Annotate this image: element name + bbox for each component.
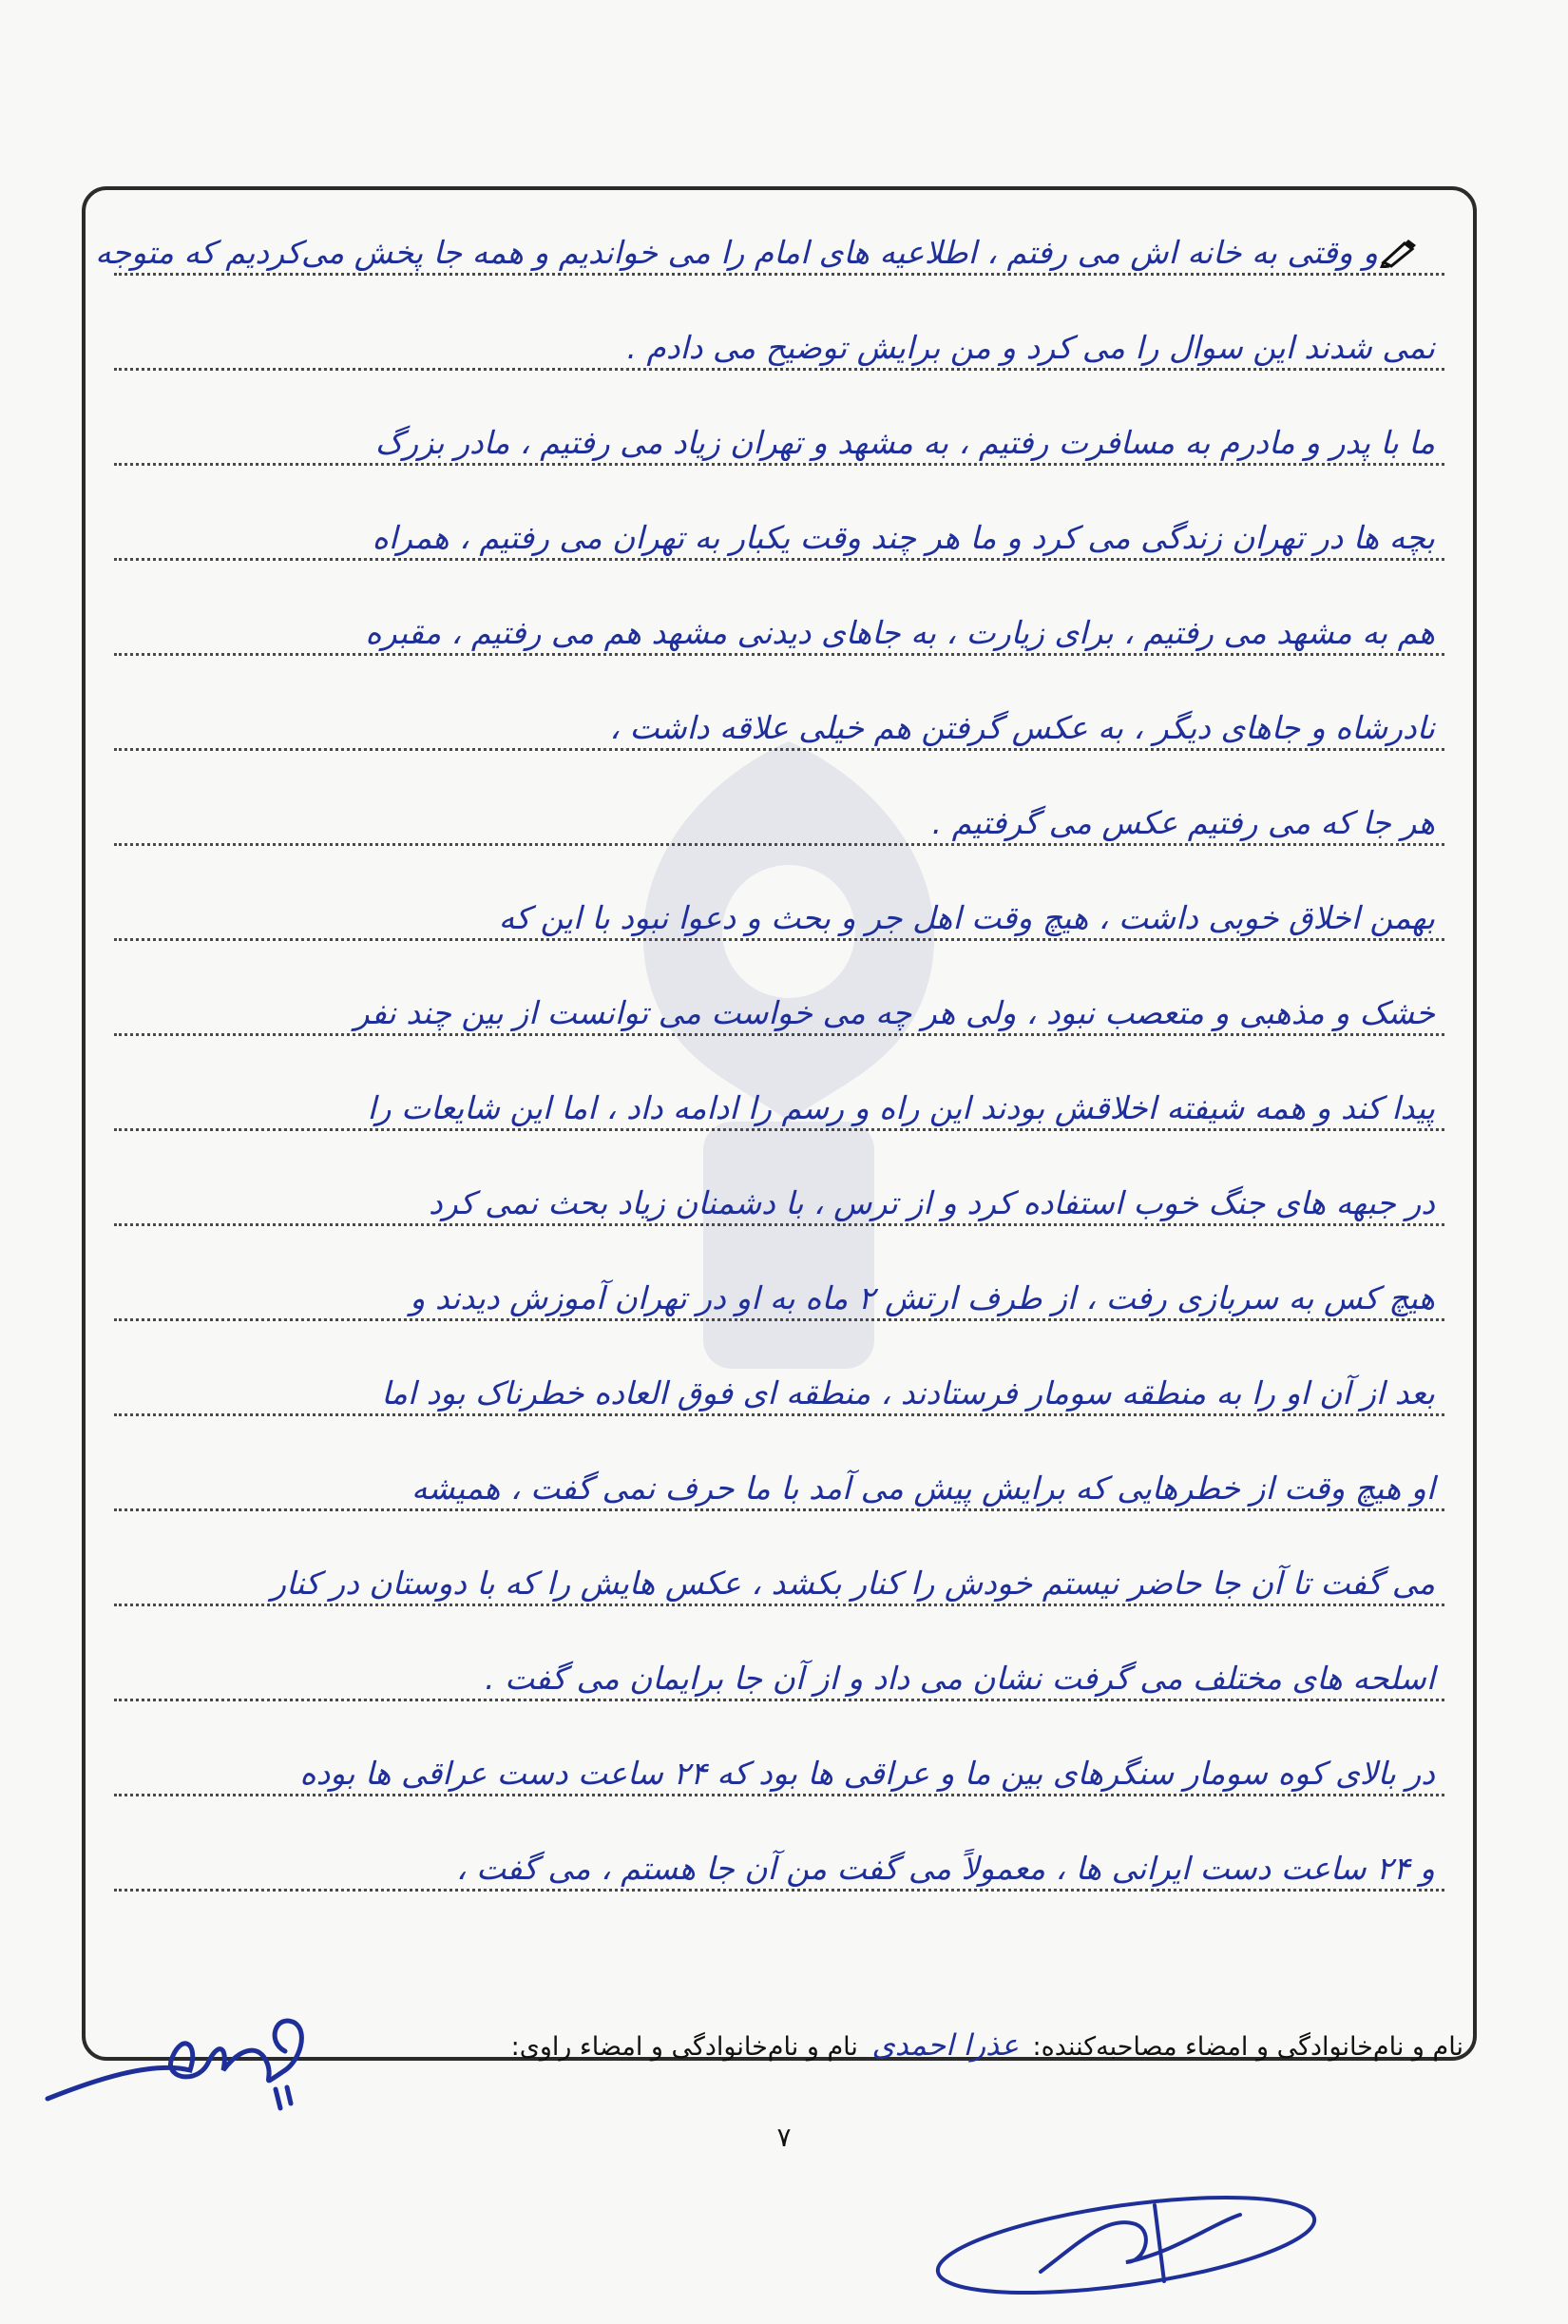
interviewer-name: عذرا احمدی bbox=[871, 2028, 1019, 2063]
handwritten-line-9: خشک و مذهبی و متعصب نبود ، ولی هر چه می خواست می توانست از بین چند نفر bbox=[114, 968, 1444, 1046]
narrator-label: نام و نام‌خانوادگی و امضاء راوی: bbox=[510, 2032, 858, 2062]
handwritten-line-2: نمی شدند این سوال را می کرد و من برایش توضیح می دادم . bbox=[114, 302, 1444, 380]
handwritten-line-18: و ۲۴ ساعت دست ایرانی ها ، معمولاً می گفت من آن جا هستم ، می گفت ، bbox=[114, 1823, 1444, 1901]
page-number: ۷ bbox=[776, 2122, 792, 2153]
handwritten-line-3: ما با پدر و مادرم به مسافرت رفتیم ، به مشهد و تهران زیاد می رفتیم ، مادر بزرگ bbox=[114, 397, 1444, 475]
handwritten-line-6: نادرشاه و جاهای دیگر ، به عکس گرفتن هم خیلی علاقه داشت ، bbox=[114, 682, 1444, 760]
narrator-signature bbox=[38, 2004, 323, 2118]
handwritten-line-11: در جبهه های جنگ خوب استفاده کرد و از ترس ، با دشمنان زیاد بحث نمی کرد bbox=[114, 1158, 1444, 1236]
handwritten-line-12: هیچ کس به سربازی رفت ، از طرف ارتش ۲ ماه به او در تهران آموزش دیدند و bbox=[114, 1253, 1444, 1331]
handwritten-line-7: هر جا که می رفتیم عکس می گرفتیم . bbox=[114, 778, 1444, 855]
handwritten-line-4: بچه ها در تهران زندگی می کرد و ما هر چند وقت یکبار به تهران می رفتیم ، همراه bbox=[114, 492, 1444, 570]
handwritten-line-5: هم به مشهد می رفتیم ، برای زیارت ، به جاهای دیدنی مشهد هم می رفتیم ، مقبره bbox=[114, 587, 1444, 665]
handwritten-line-8: بهمن اخلاق خوبی داشت ، هیچ وقت اهل جر و بحث و دعوا نبود با این که bbox=[114, 873, 1444, 951]
interviewer-label: نام و نام‌خانوادگی و امضاء مصاحبه‌کننده: bbox=[1032, 2032, 1463, 2062]
handwritten-line-14: او هیچ وقت از خطرهایی که برایش پیش می آمد با ما حرف نمی گفت ، همیشه bbox=[114, 1443, 1444, 1521]
interviewer-signature bbox=[927, 2186, 1326, 2300]
handwritten-line-17: در بالای کوه سومار سنگرهای بین ما و عراقی ها بود که ۲۴ ساعت دست عراقی ها بوده bbox=[114, 1728, 1444, 1806]
handwritten-line-10: پیدا کند و همه شیفته اخلاقش بودند این راه و رسم را ادامه داد ، اما این شایعات را bbox=[114, 1063, 1444, 1141]
handwritten-line-15: می گفت تا آن جا حاضر نیستم خودش را کنار بکشد ، عکس هایش را که با دوستان در کنار bbox=[114, 1538, 1444, 1616]
handwritten-line-16: اسلحه های مختلف می گرفت نشان می داد و از آن جا برایمان می گفت . bbox=[114, 1633, 1444, 1711]
handwritten-line-1: و وقتی به خانه اش می رفتم ، اطلاعیه های امام را می خواندیم و همه جا پخش می‌کردیم که متوجه bbox=[114, 207, 1444, 285]
handwritten-line-13: بعد از آن او را به منطقه سومار فرستادند ، منطقه ای فوق العاده خطرناک بود اما bbox=[114, 1348, 1444, 1426]
